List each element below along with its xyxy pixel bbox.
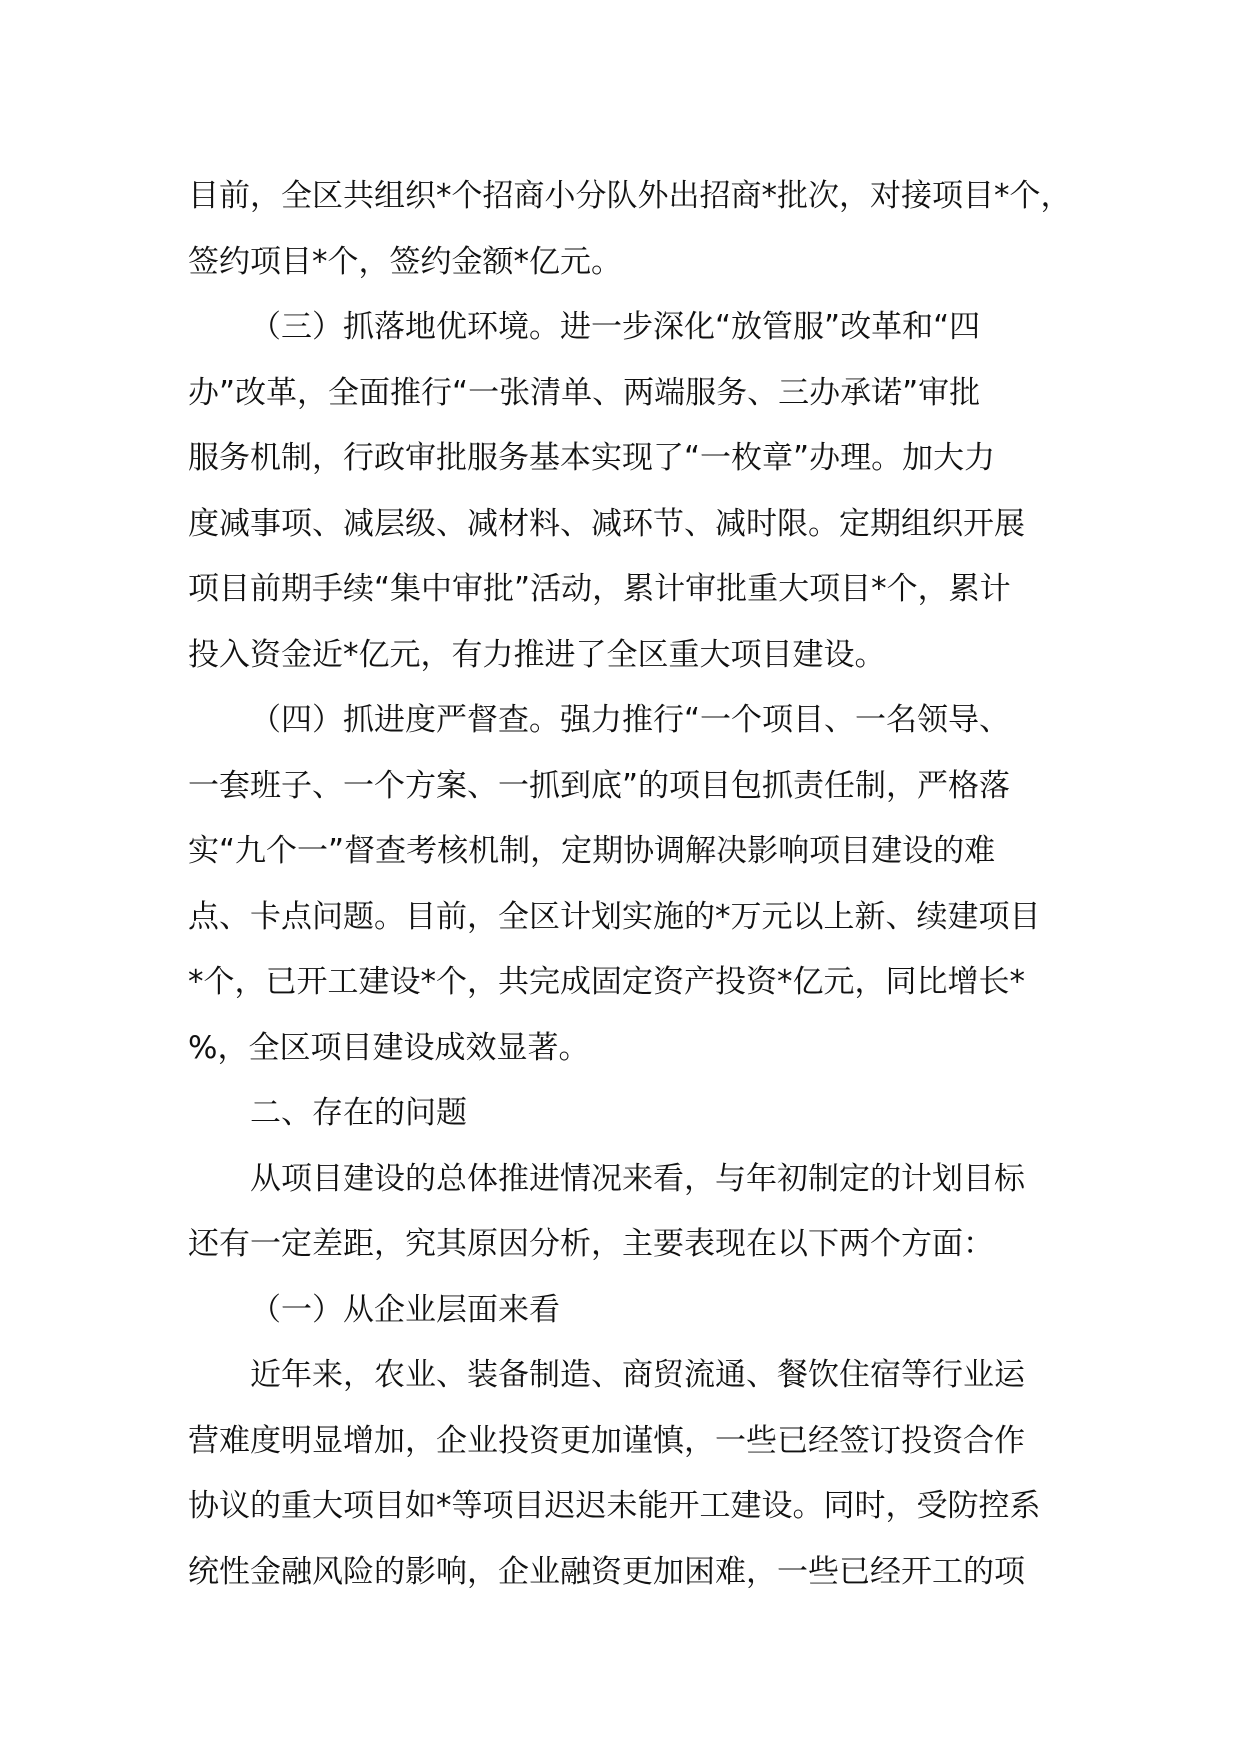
text-line: 协议的重大项目如*等项目迟迟未能开工建设。同时，受防控系 [188, 1488, 1041, 1524]
text-line: （四）抓进度严督查。强力推行“一个项目、一名领导、 [250, 702, 1011, 738]
text-line: （一）从企业层面来看 [250, 1291, 560, 1328]
text-line: 二、存在的问题 [250, 1095, 467, 1131]
text-line: 目前，全区共组织*个招商小分队外出招商*批次，对接项目*个， [188, 178, 1072, 214]
text-line: 还有一定差距，究其原因分析，主要表现在以下两个方面： [188, 1226, 994, 1262]
text-line: 点、卡点问题。目前，全区计划实施的*万元以上新、续建项目 [188, 898, 1041, 935]
text-line: （三）抓落地优环境。进一步深化“放管服”改革和“四 [250, 309, 981, 345]
text-line: 度减事项、减层级、减材料、减环节、减时限。定期组织开展 [188, 505, 1025, 542]
text-line: *个，已开工建设*个，共完成固定资产投资*亿元，同比增长* [188, 964, 1025, 1000]
text-line: 投入资金近*亿元，有力推进了全区重大项目建设。 [188, 636, 886, 673]
text-line: %，全区项目建设成效显著。 [188, 1029, 590, 1066]
text-line: 办”改革，全面推行“一张清单、两端服务、三办承诺”审批 [188, 374, 981, 411]
text-line: 签约项目*个，签约金额*亿元。 [188, 243, 622, 280]
text-line: 一套班子、一个方案、一抓到底”的项目包抓责任制，严格落 [188, 767, 1011, 804]
text-line: 实“九个一”督查考核机制，定期协调解决影响项目建设的难 [188, 833, 996, 869]
document-body [188, 164, 1078, 1605]
text-line: 项目前期手续“集中审批”活动，累计审批重大项目*个，累计 [188, 571, 1011, 607]
text-line: 从项目建设的总体推进情况来看，与年初制定的计划目标 [250, 1160, 1025, 1197]
text-line: 营难度明显增加，企业投资更加谨慎，一些已经签订投资合作 [188, 1422, 1025, 1459]
text-line: 近年来，农业、装备制造、商贸流通、餐饮住宿等行业运 [250, 1357, 1025, 1393]
text-line: 服务机制，行政审批服务基本实现了“一枚章”办理。加大力 [188, 440, 996, 476]
text-line: 统性金融风险的影响，企业融资更加困难，一些已经开工的项 [188, 1553, 1025, 1590]
